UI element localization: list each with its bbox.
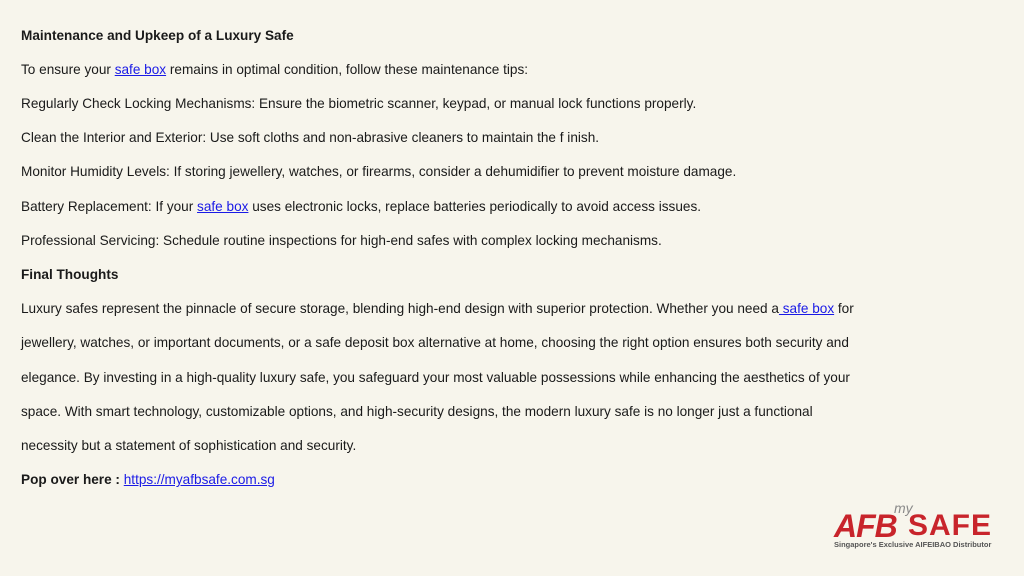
logo-tagline: Singapore's Exclusive AIFEIBAO Distributor [834,540,992,549]
final-line: jewellery, watches, or important documents, or a safe deposit box alternative at home, choosing the right option ensures both security and [21,335,849,350]
afb-safe-logo [832,502,1002,554]
pop-over-line [21,471,275,488]
logo-my: my [894,500,913,516]
tip-servicing: Professional Servicing: Schedule routine inspections for high-end safes with complex locking mechanisms. [21,233,662,248]
intro-paragraph: To ensure your safe box remains in optimal condition, follow these maintenance tips: [21,62,529,77]
tip-humidity: Monitor Humidity Levels: If storing jewellery, watches, or firearms, consider a dehumidifier to prevent moisture damage. [21,164,737,179]
final-line: space. With smart technology, customizable options, and high-security designs, the modern luxury safe is no longer just a functional [21,404,813,419]
tip-cleaning: Clean the Interior and Exterior: Use soft cloths and non-abrasive cleaners to maintain the f inish. [21,130,600,145]
page-title: Maintenance and Upkeep of a Luxury Safe [21,28,294,43]
tip-locking: Regularly Check Locking Mechanisms: Ensure the biometric scanner, keypad, or manual lock functions properly. [21,96,697,111]
final-line: necessity but a statement of sophistication and security. [21,438,357,453]
safe-box-link[interactable]: safe box [778,301,835,316]
safe-box-link[interactable]: safe box [197,199,249,214]
logo-safe: SAFE [908,509,993,542]
final-line: elegance. By investing in a high-quality luxury safe, you safeguard your most valuable possessions while enhancing the aesthetics of your [21,370,850,385]
final-line: Luxury safes represent the pinnacle of secure storage, blending high-end design with superior protection. Whether you need a safe box for [21,301,854,316]
website-link[interactable]: https://myafbsafe.com.sg [123,472,275,487]
safe-box-link[interactable]: safe box [114,62,167,77]
logo-afb: AFB [834,508,897,544]
section-heading: Final Thoughts [21,267,119,282]
pop-over-label: Pop over here : [21,472,124,487]
tip-battery: Battery Replacement: If your safe box uses electronic locks, replace batteries periodically to avoid access issues. [21,199,702,214]
